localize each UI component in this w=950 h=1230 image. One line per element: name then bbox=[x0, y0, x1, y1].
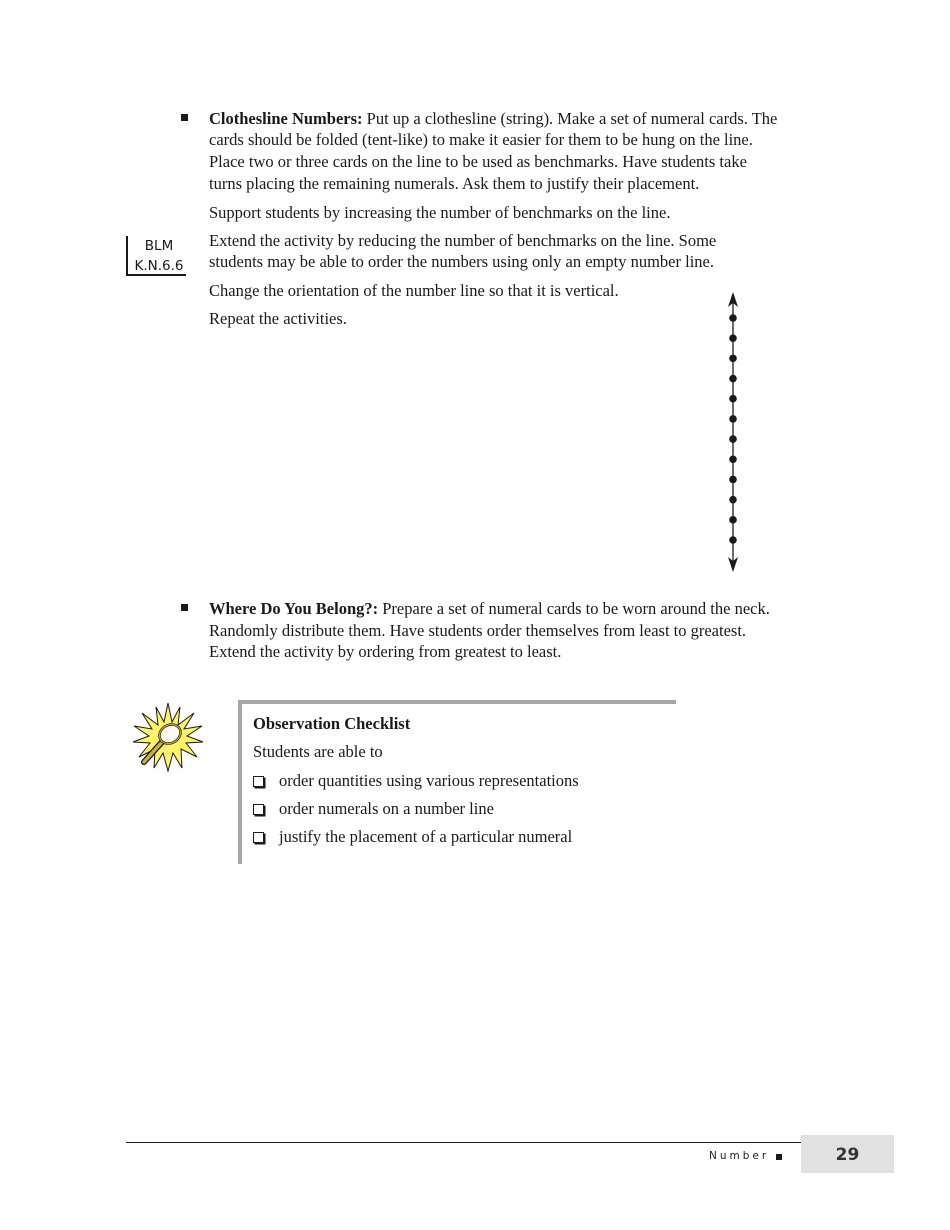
activity-text-line: cards should be folded (tent-like) to make it easier for them to be hung on the line. bbox=[209, 130, 753, 149]
activity-text-line: Place two or three cards on the line to be used as benchmarks. Have students take bbox=[209, 152, 747, 171]
activity-belong-line1: Where Do You Belong?: Prepare a set of numeral cards to be worn around the neck. bbox=[209, 599, 770, 618]
activity-title: Where Do You Belong?: bbox=[209, 599, 379, 618]
bullet-icon bbox=[181, 114, 188, 121]
checklist-title: Observation Checklist bbox=[253, 714, 411, 733]
number-line-point bbox=[729, 435, 737, 443]
support-text: Support students by increasing the number of benchmarks on the line. bbox=[209, 203, 671, 222]
bullet-icon bbox=[181, 604, 188, 611]
number-line-point bbox=[729, 536, 737, 544]
checklist-intro: Students are able to bbox=[253, 742, 383, 761]
number-line-point bbox=[729, 314, 737, 322]
footer-rule bbox=[126, 1142, 802, 1143]
checkbox-icon bbox=[253, 832, 264, 843]
activity-title: Clothesline Numbers: bbox=[209, 109, 363, 128]
blm-reference-badge: BLM K.N.6.6 bbox=[126, 236, 186, 276]
observation-checklist bbox=[238, 700, 676, 864]
number-line-point bbox=[729, 375, 737, 383]
page-number: 29 bbox=[801, 1135, 894, 1173]
vertical-number-line bbox=[722, 290, 744, 576]
checklist-item: order quantities using various representations bbox=[253, 771, 579, 791]
checklist-item: order numerals on a number line bbox=[253, 799, 494, 819]
checkbox-icon bbox=[253, 804, 264, 815]
extend-text-line: students may be able to order the numbers using only an empty number line. bbox=[209, 252, 714, 271]
number-line-point bbox=[729, 395, 737, 403]
activity-text-line: Extend the activity by ordering from greatest to least. bbox=[209, 642, 562, 661]
number-line-point bbox=[729, 476, 737, 484]
checkbox-icon bbox=[253, 776, 264, 787]
checklist-item: justify the placement of a particular numeral bbox=[253, 827, 572, 847]
number-line-point bbox=[729, 355, 737, 363]
activity-text-line: turns placing the remaining numerals. Ask them to justify their placement. bbox=[209, 174, 700, 193]
extend-text-line: Extend the activity by reducing the number of benchmarks on the line. Some bbox=[209, 231, 717, 250]
activity-text-line: Randomly distribute them. Have students order themselves from least to greatest. bbox=[209, 621, 747, 640]
footer-section-label: Number bbox=[709, 1150, 770, 1162]
number-line-point bbox=[729, 516, 737, 524]
orientation-text: Change the orientation of the number line so that it is vertical. bbox=[209, 281, 619, 300]
number-line-point bbox=[729, 415, 737, 423]
footer-square-icon bbox=[776, 1154, 782, 1160]
repeat-text: Repeat the activities. bbox=[209, 309, 347, 328]
magnifying-glass-starburst-icon bbox=[132, 702, 204, 772]
activity-clothesline-line1: Clothesline Numbers: Put up a clothesline (string). Make a set of numeral cards. The bbox=[209, 109, 778, 128]
number-line-point bbox=[729, 455, 737, 463]
number-line-point bbox=[729, 334, 737, 342]
number-line-point bbox=[729, 496, 737, 504]
